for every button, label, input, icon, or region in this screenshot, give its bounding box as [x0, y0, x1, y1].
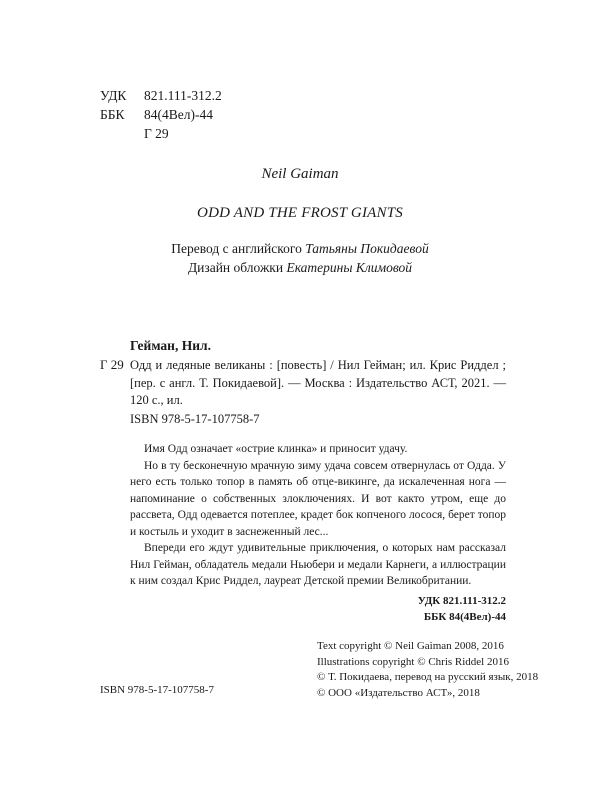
copyright-line: Text copyright © Neil Gaiman 2008, 2016 — [317, 640, 504, 652]
original-title: ODD AND THE FROST GIANTS — [197, 205, 403, 221]
bbk-final: ББК 84(4Вел)-44 — [423, 611, 506, 623]
catalog-isbn: ISBN 978-5-17-107758-7 — [130, 412, 260, 426]
copyright-line: © Т. Покидаева, перевод на русский язык, 2018 — [317, 671, 539, 683]
bbk-value: 84(4Вел)-44 — [144, 107, 213, 122]
annotation-paragraph: Но в ту бесконечную мрачную зиму удача совсем отвернулась от Одда. У него есть только топор в память об отце-викинге, да искалеченная нога — напоминание о собственных злоключениях. И вот както утром, еще до рассвета, Одд одевается потеплее, крадет бок копченого лосося, берет топор и костыль и уходит в заснеженный лес... — [130, 459, 506, 538]
translator-name: Татьяны Покидаевой — [305, 241, 429, 256]
cover-credit — [0, 258, 600, 277]
copyright-line: © ООО «Издательство АСТ», 2018 — [317, 686, 480, 699]
cover-designer-name: Екатерины Климовой — [286, 260, 413, 275]
classification-codes — [100, 86, 222, 143]
translation-prefix: Перевод с английского — [171, 241, 302, 256]
udk-final: УДК 821.111-312.2 — [417, 595, 506, 607]
final-codes — [418, 593, 506, 625]
catalog-description: Одд и ледяные великаны : [повесть] / Нил Гейман; ил. Крис Риддел ; [пер. с англ. Т. Покидаевой]. — Москва : Издательство АСТ, 2021. — 120 с., ил. — [130, 358, 506, 407]
isbn-bottom: ISBN 978-5-17-107758-7 — [100, 684, 214, 696]
udk-value: 821.111-312.2 — [144, 88, 222, 103]
copyright-block — [317, 639, 538, 701]
translation-credit — [0, 239, 600, 258]
annotation-paragraph: Имя Одд означает «острие клинка» и приносит удачу. — [144, 443, 408, 455]
catalog-heading: Гейман, Нил. — [130, 338, 211, 353]
bbk-label: ББК — [100, 107, 125, 122]
author-mark: Г 29 — [144, 126, 169, 141]
copyright-line: Illustrations copyright © Chris Riddel 2016 — [317, 655, 509, 668]
udk-row — [100, 86, 222, 105]
original-author: Neil Gaiman — [261, 166, 339, 182]
author-mark-row — [100, 124, 222, 143]
bbk-row — [100, 105, 222, 124]
udk-label: УДК — [100, 88, 127, 103]
credits — [0, 239, 600, 277]
cover-prefix: Дизайн обложки — [187, 260, 284, 275]
annotation — [130, 441, 506, 590]
annotation-paragraph: Впереди его ждут удивительные приключения, о которых нам рассказал Нил Гейман, обладатель медали Ньюбери и медали Карнеги, а иллюстрации к ним создал Крис Риддел, лауреат Детской премии Великобритании. — [130, 542, 506, 587]
catalog-code: Г 29 — [100, 357, 124, 372]
